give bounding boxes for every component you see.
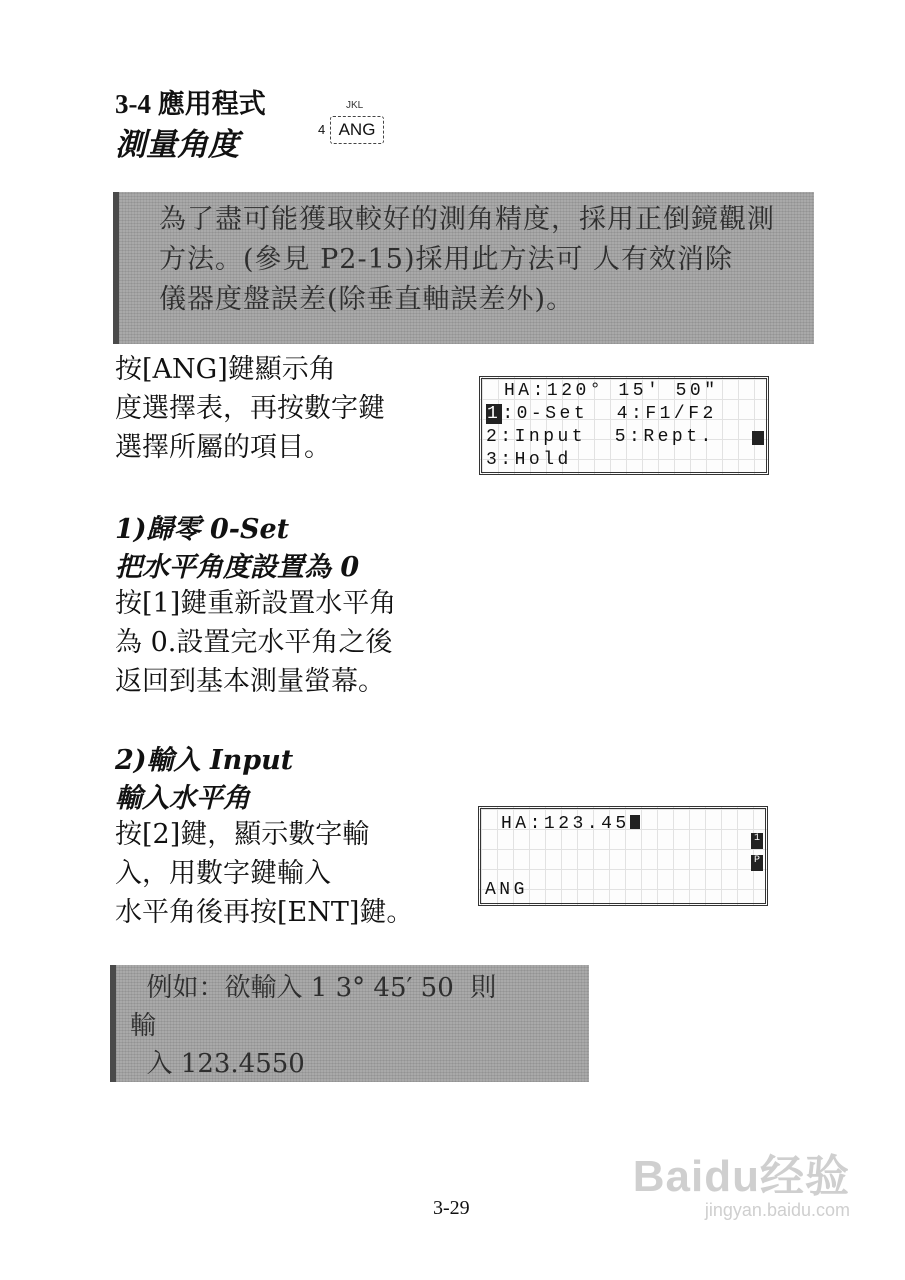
intro-line: 度選擇表，再按數字鍵 — [115, 393, 385, 424]
section-2-line: 按[2]鍵，顯示數字輸 — [115, 819, 370, 850]
intro-line: 按[ANG]鍵顯示角 — [115, 354, 336, 385]
section-2-line: 入，用數字鍵輸入 — [115, 858, 331, 889]
section-2-line: 水平角後再按[ENT]鍵。 — [115, 897, 414, 928]
page-indicator-1: 1 — [751, 833, 763, 849]
lcd-menu-line-2: 2:Input 5:Rept. — [486, 427, 715, 447]
lcd-menu-line-3: 3:Hold — [486, 450, 572, 470]
example-line: 入 123.4550 — [130, 1049, 305, 1079]
lcd-ha-input-line — [501, 813, 640, 835]
lcd-ha-input-value: HA:123.45 — [501, 814, 630, 834]
section-1-line: 按[1]鍵重新設置水平角 — [115, 588, 397, 619]
watermark-url: jingyan.baidu.com — [704, 1200, 850, 1220]
section-2-subheading: 輸入水平角 — [115, 783, 250, 814]
lcd-cursor: 1 — [487, 404, 502, 424]
baidu-watermark — [633, 1140, 850, 1221]
ang-key-icon — [318, 100, 388, 148]
key-top-label: JKL — [346, 100, 364, 111]
section-1-line: 返回到基本測量螢幕。 — [115, 666, 385, 697]
section-title: 3-4 應用程式 — [115, 89, 266, 119]
note-line: 儀器度盤誤差(除垂直軸誤差外)。 — [159, 284, 575, 315]
key-label: ANG — [330, 116, 384, 144]
page-indicator-p: P — [751, 855, 763, 871]
intro-paragraph — [115, 350, 385, 467]
section-1-paragraph — [115, 584, 396, 701]
example-note-box — [110, 965, 589, 1082]
key-number: 4 — [318, 122, 326, 137]
scroll-mark-icon — [752, 431, 764, 445]
lcd-menu-line-1 — [486, 403, 717, 425]
section-1-subheading: 把水平角度設置為 0 — [115, 552, 360, 583]
lcd-menu-text: :0-Set 4:F1/F2 — [502, 404, 717, 424]
input-angle-display — [478, 806, 768, 906]
note-line: 方法。(參見 P2-15)採用此方法可 人有效消除 — [159, 244, 734, 275]
lcd-ha-line: HA:120° 15' 50" — [504, 381, 719, 401]
page-number: 3-29 — [433, 1197, 470, 1219]
watermark-brand: Baidu经验 — [632, 1152, 850, 1201]
section-2-paragraph — [115, 815, 413, 932]
precision-note-box — [113, 192, 814, 344]
example-line: 例如：欲輸入 1 3° 45′ 50 則 — [130, 973, 497, 1003]
input-cursor-icon — [630, 815, 640, 829]
section-2-heading: 2)輸入 Input — [115, 745, 294, 776]
angle-menu-display — [479, 376, 769, 475]
section-subtitle: 測量角度 — [115, 127, 239, 163]
section-1-line: 為 0.設置完水平角之後 — [115, 627, 393, 658]
intro-line: 選擇所屬的項目。 — [115, 432, 331, 463]
lcd-softkey-ang: ANG — [485, 880, 528, 900]
section-1-heading: 1)歸零 0-Set — [115, 514, 290, 545]
example-line: 輸 — [130, 1011, 157, 1041]
note-line: 為了盡可能獲取較好的測角精度，採用正倒鏡觀測 — [159, 204, 775, 235]
